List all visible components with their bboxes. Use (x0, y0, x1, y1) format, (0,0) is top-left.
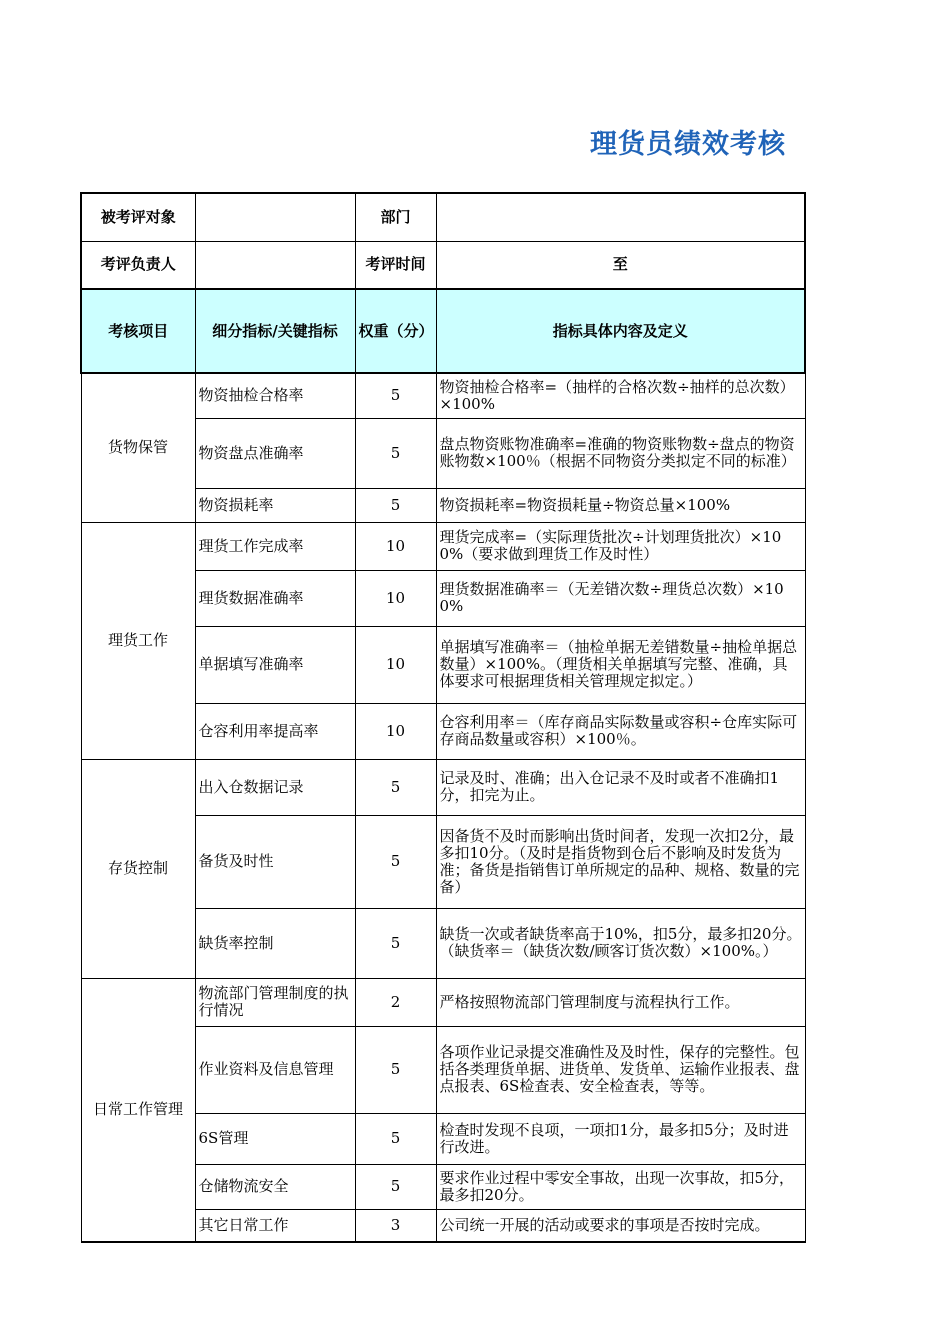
subject-label: 被考评对象 (81, 193, 195, 241)
header-weight: 权重（分） (355, 289, 436, 373)
definition-cell: 理货完成率=（实际理货批次÷计划理货批次）×100%（要求做到理货工作及时性） (436, 522, 805, 570)
definition-cell: 因备货不及时而影响出货时间者，发现一次扣2分，最多扣10分。（及时是指货物到仓后不影响及时发货为准；备货是指销售订单所规定的品种、规格、数量的完备） (436, 815, 805, 908)
info-row-reviewer (81, 241, 805, 289)
weight-cell: 5 (355, 815, 436, 908)
weight-cell: 10 (355, 522, 436, 570)
header-category: 考核项目 (81, 289, 195, 373)
info-row-subject (81, 193, 805, 241)
definition-cell: 要求作业过程中零安全事故，出现一次事故，扣5分，最多扣20分。 (436, 1164, 805, 1209)
table-row (81, 373, 805, 418)
definition-cell: 缺货一次或者缺货率高于10%，扣5分，最多扣20分。（缺货率＝（缺货次数/顾客订货次数）×100%。） (436, 908, 805, 978)
page-title: 理货员绩效考核 (590, 129, 786, 160)
definition-cell: 严格按照物流部门管理制度与流程执行工作。 (436, 978, 805, 1026)
weight-cell: 5 (355, 908, 436, 978)
indicator-cell: 理货工作完成率 (195, 522, 355, 570)
weight-cell: 10 (355, 703, 436, 759)
indicator-cell: 出入仓数据记录 (195, 759, 355, 815)
weight-cell: 5 (355, 418, 436, 488)
definition-cell: 盘点物资账物准确率=准确的物资账物数÷盘点的物资账物数×100％（根据不同物资分类拟定不同的标准） (436, 418, 805, 488)
indicator-cell: 6S管理 (195, 1113, 355, 1164)
dept-value[interactable] (436, 193, 805, 241)
category-cell: 存货控制 (81, 759, 195, 978)
indicator-cell: 物资损耗率 (195, 488, 355, 522)
weight-cell: 5 (355, 759, 436, 815)
definition-cell: 理货数据准确率＝（无差错次数÷理货总次数）×100% (436, 570, 805, 626)
indicator-cell: 物流部门管理制度的执行情况 (195, 978, 355, 1026)
reviewer-value[interactable] (195, 241, 355, 289)
weight-cell: 5 (355, 1164, 436, 1209)
table-header-row (81, 289, 805, 373)
indicator-cell: 缺货率控制 (195, 908, 355, 978)
indicator-cell: 理货数据准确率 (195, 570, 355, 626)
indicator-cell: 物资盘点准确率 (195, 418, 355, 488)
definition-cell: 仓容利用率＝（库存商品实际数量或容积÷仓库实际可存商品数量或容积）×100％。 (436, 703, 805, 759)
header-definition: 指标具体内容及定义 (436, 289, 805, 373)
weight-cell: 5 (355, 1026, 436, 1113)
time-value[interactable]: 至 (436, 241, 805, 289)
definition-cell: 记录及时、准确；出入仓记录不及时或者不准确扣1分，扣完为止。 (436, 759, 805, 815)
weight-cell: 3 (355, 1209, 436, 1242)
time-label: 考评时间 (355, 241, 436, 289)
definition-cell: 各项作业记录提交准确性及及时性，保存的完整性。包括各类理货单据、进货单、发货单、运输作业报表、盘点报表、6S检查表、安全检查表，等等。 (436, 1026, 805, 1113)
weight-cell: 5 (355, 488, 436, 522)
category-cell: 日常工作管理 (81, 978, 195, 1242)
definition-cell: 物资损耗率=物资损耗量÷物资总量×100% (436, 488, 805, 522)
weight-cell: 10 (355, 626, 436, 703)
weight-cell: 2 (355, 978, 436, 1026)
indicator-cell: 仓容利用率提高率 (195, 703, 355, 759)
header-indicator: 细分指标/关键指标 (195, 289, 355, 373)
weight-cell: 5 (355, 1113, 436, 1164)
indicator-cell: 备货及时性 (195, 815, 355, 908)
evaluation-table (80, 192, 806, 1243)
definition-cell: 公司统一开展的活动或要求的事项是否按时完成。 (436, 1209, 805, 1242)
definition-cell: 检查时发现不良项，一项扣1分，最多扣5分；及时进行改进。 (436, 1113, 805, 1164)
weight-cell: 10 (355, 570, 436, 626)
definition-cell: 单据填写准确率＝（抽检单据无差错数量÷抽检单据总数量）×100%。（理货相关单据填写完整、准确，具体要求可根据理货相关管理规定拟定。） (436, 626, 805, 703)
indicator-cell: 单据填写准确率 (195, 626, 355, 703)
category-cell: 理货工作 (81, 522, 195, 759)
table-row (81, 759, 805, 815)
indicator-cell: 仓储物流安全 (195, 1164, 355, 1209)
definition-cell: 物资抽检合格率=（抽样的合格次数÷抽样的总次数）×100% (436, 373, 805, 418)
indicator-cell: 其它日常工作 (195, 1209, 355, 1242)
dept-label: 部门 (355, 193, 436, 241)
indicator-cell: 作业资料及信息管理 (195, 1026, 355, 1113)
reviewer-label: 考评负责人 (81, 241, 195, 289)
table-row (81, 522, 805, 570)
category-cell: 货物保管 (81, 373, 195, 522)
indicator-cell: 物资抽检合格率 (195, 373, 355, 418)
subject-value[interactable] (195, 193, 355, 241)
table-row (81, 978, 805, 1026)
weight-cell: 5 (355, 373, 436, 418)
